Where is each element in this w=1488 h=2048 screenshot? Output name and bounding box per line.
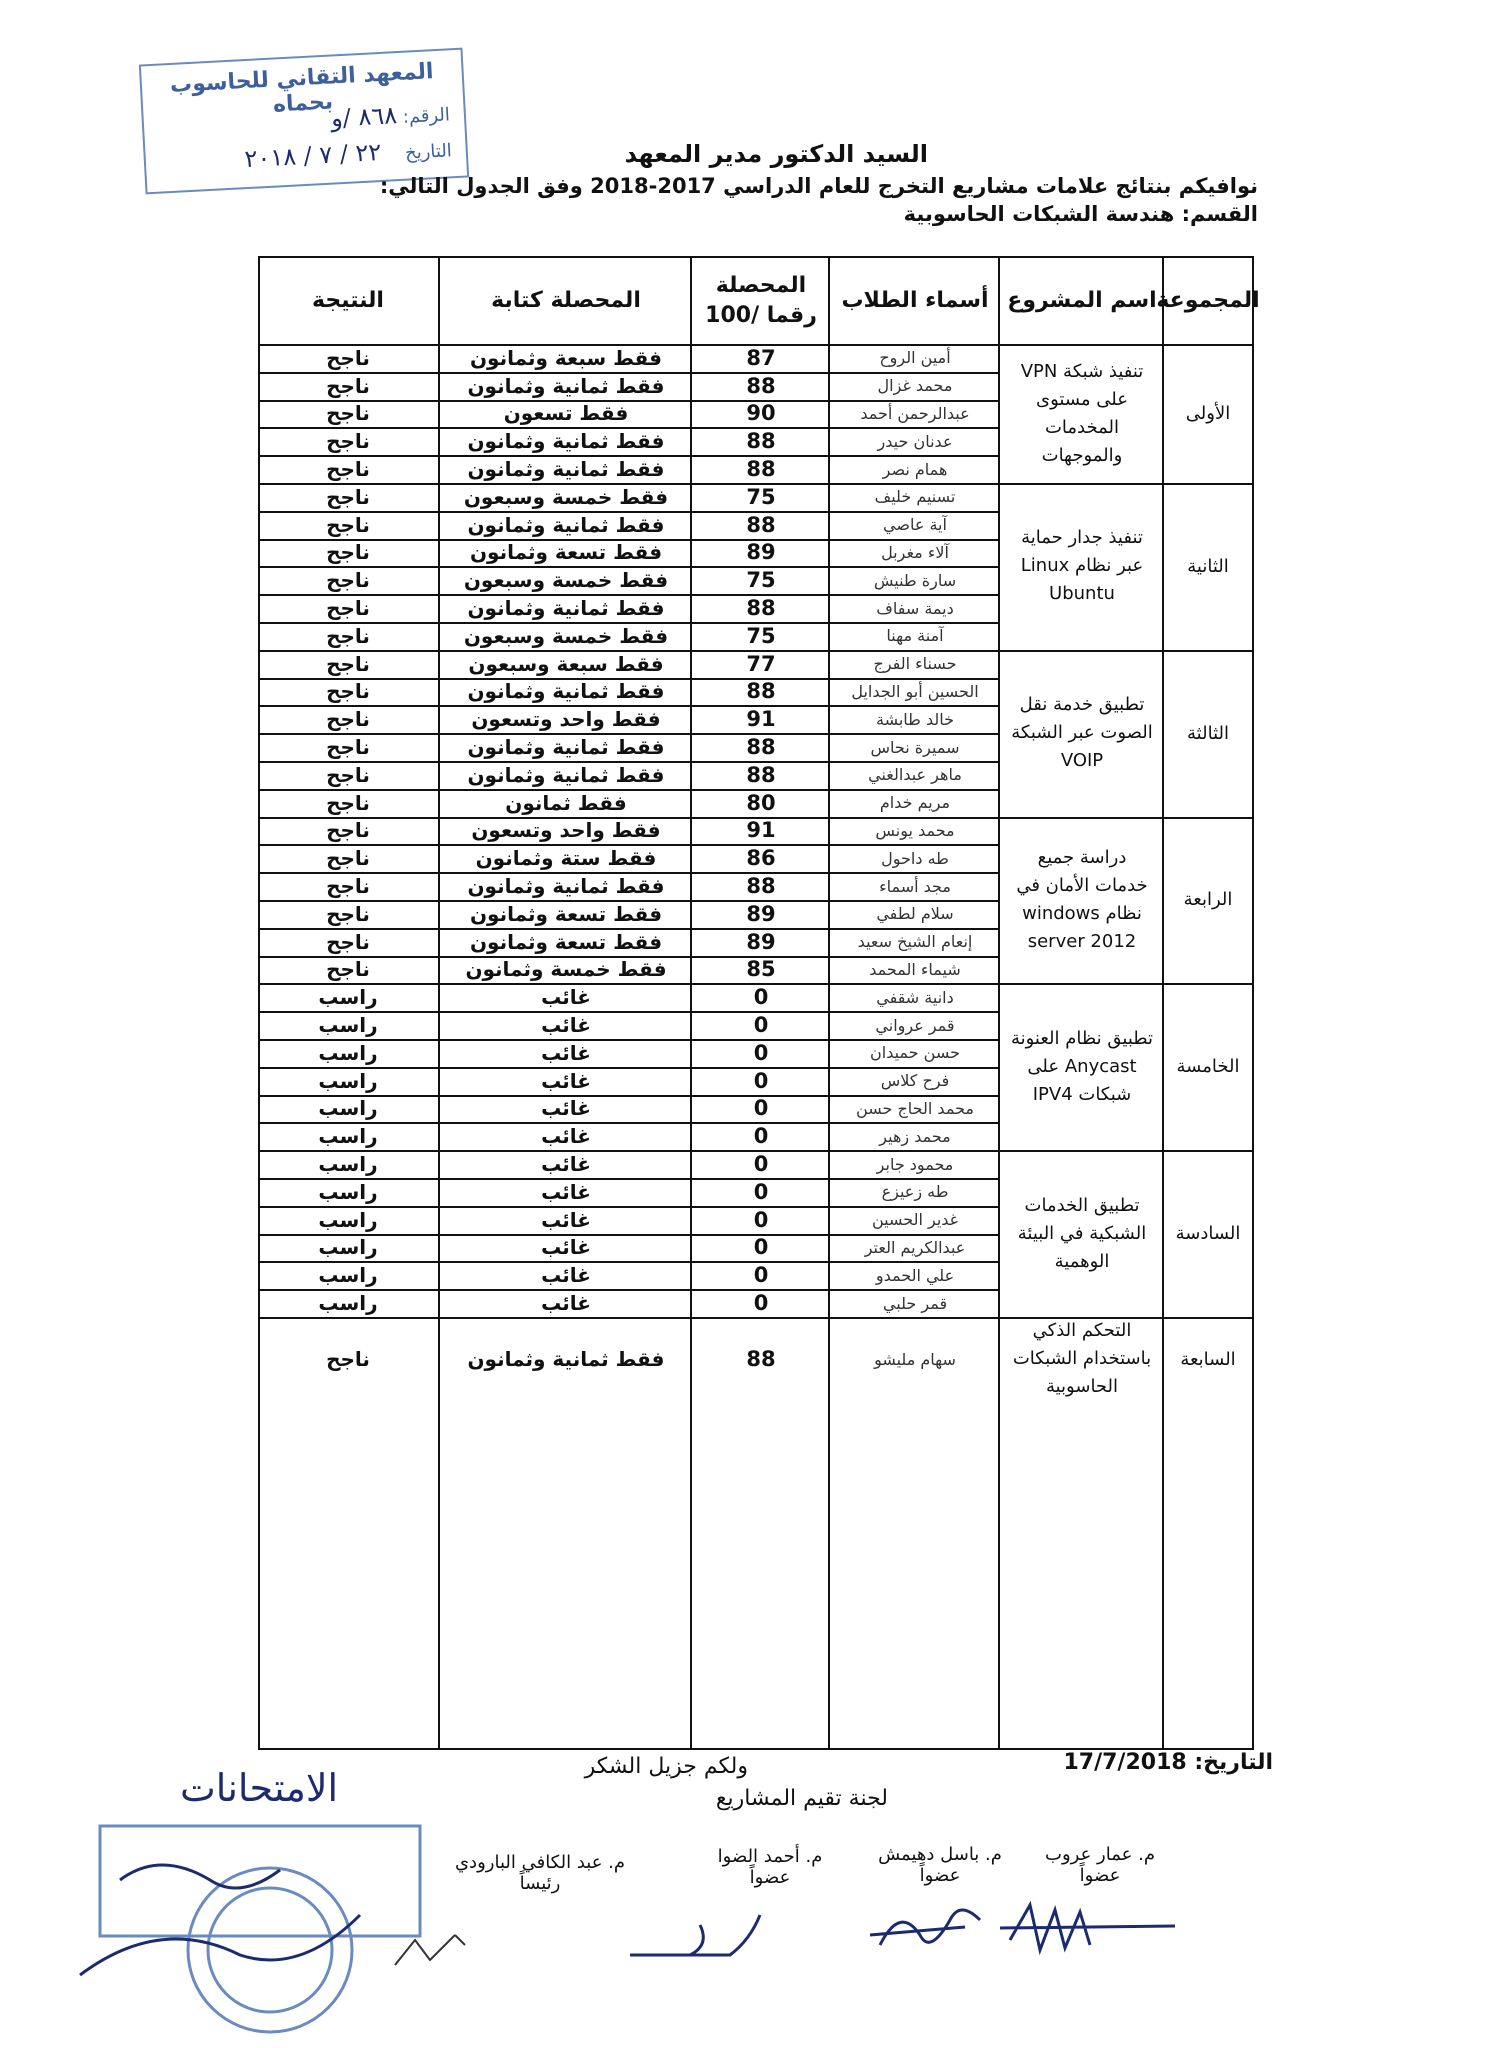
student-name: خالد طابشة xyxy=(875,709,955,729)
grade-text: فقط واحد وتسعون xyxy=(471,707,661,732)
grade-text: غائب xyxy=(541,1013,591,1038)
result: ناجح xyxy=(326,818,370,843)
grade-text: فقط تسعة وثمانون xyxy=(469,901,663,926)
grade-number: 91 xyxy=(746,707,776,732)
result: ناجح xyxy=(326,707,370,732)
grade-number: 88 xyxy=(746,373,776,398)
grade-number: 85 xyxy=(746,957,776,982)
grade-text: فقط تسعة وثمانون xyxy=(469,929,663,954)
member-4: م. عبد الكافي البارودي رئيساً xyxy=(454,1852,626,1894)
student-name: سهام مليشو xyxy=(874,1349,956,1369)
group-name: السادسة xyxy=(1175,1223,1241,1245)
grade-text: فقط ثمانية وثمانون xyxy=(467,679,665,704)
grade-text: فقط واحد وتسعون xyxy=(471,818,661,843)
grade-number: 88 xyxy=(746,512,776,537)
grade-number: 87 xyxy=(746,345,776,370)
committee-title: لجنة تقيم المشاريع xyxy=(715,1786,888,1811)
grade-text: فقط ثمانون xyxy=(505,790,627,815)
grade-text: فقط تسعون xyxy=(503,401,629,426)
signature-2 xyxy=(870,1910,980,1945)
thanks-text: ولكم جزيل الشكر xyxy=(584,1754,748,1779)
result: ناجح xyxy=(326,651,370,676)
grade-text: فقط سبعة وثمانون xyxy=(469,345,663,370)
grade-number: 88 xyxy=(746,596,776,621)
student-name: مجد أسماء xyxy=(879,876,951,896)
result: ناجح xyxy=(326,929,370,954)
student-name: تسنيم خليف xyxy=(874,487,956,507)
student-name: قمر حلبي xyxy=(882,1293,948,1313)
grade-text: فقط ثمانية وثمانون xyxy=(467,596,665,621)
group-name: الأولى xyxy=(1185,403,1231,424)
group-name: الرابعة xyxy=(1183,889,1233,911)
grade-number: 89 xyxy=(746,901,776,926)
column-header: النتيجة xyxy=(312,288,384,313)
grade-text: غائب xyxy=(541,1096,591,1121)
signature-4 xyxy=(395,1935,465,1965)
student-name: محمد يونس xyxy=(875,820,955,840)
student-name: علي الحمدو xyxy=(875,1265,955,1285)
project-name: دراسة جميع خدمات الأمان في نظام windows server 2012 xyxy=(1016,846,1148,952)
grade-number: 80 xyxy=(746,790,776,815)
student-name: شيماء المحمد xyxy=(869,959,961,979)
result: راسب xyxy=(318,1207,378,1232)
student-name: آمنة مهنا xyxy=(886,626,944,646)
student-name: غدير الحسين xyxy=(871,1210,959,1230)
result: راسب xyxy=(318,1179,378,1204)
column-header: المحصلة رقما /100 xyxy=(705,273,817,328)
grade-number: 0 xyxy=(753,1207,769,1232)
project-name: تنفيذ جدار حماية عبر نظام Linux Ubuntu xyxy=(1020,527,1144,605)
result: ناجح xyxy=(326,679,370,704)
grade-text: فقط ثمانية وثمانون xyxy=(467,1347,665,1371)
grade-number: 75 xyxy=(746,623,776,648)
signature-3 xyxy=(630,1915,760,1955)
column-header: المجموعة xyxy=(1156,288,1260,313)
member-1: م. عمار عروب عضواً xyxy=(1045,1844,1155,1886)
result: ناجح xyxy=(326,901,370,926)
column-header: أسماء الطلاب xyxy=(841,288,989,313)
student-name: عدنان حيدر xyxy=(877,431,953,451)
result: ناجح xyxy=(326,429,370,454)
grade-number: 0 xyxy=(753,1179,769,1204)
project-name: تطبيق الخدمات الشبكية في البيئة الوهمية xyxy=(1017,1194,1147,1272)
grade-text: غائب xyxy=(541,1179,591,1204)
result: ناجح xyxy=(326,762,370,787)
grade-number: 75 xyxy=(746,568,776,593)
student-name: إنعام الشيخ سعيد xyxy=(857,932,973,952)
student-name: طه داحول xyxy=(881,848,949,868)
grade-number: 0 xyxy=(753,1096,769,1121)
student-name: مريم خدام xyxy=(879,793,951,813)
grade-number: 91 xyxy=(746,818,776,843)
grade-text: فقط ثمانية وثمانون xyxy=(467,874,665,899)
grade-number: 77 xyxy=(746,651,776,676)
grade-number: 0 xyxy=(753,1291,769,1316)
grade-text: فقط خمسة وثمانون xyxy=(465,957,667,982)
result: ناجح xyxy=(326,484,370,509)
member-2: م. باسل دهيمش عضواً xyxy=(878,1844,1002,1886)
grade-text: غائب xyxy=(541,1291,591,1316)
grade-text: فقط تسعة وثمانون xyxy=(469,540,663,565)
grade-number: 0 xyxy=(753,985,769,1010)
grade-number: 0 xyxy=(753,1263,769,1288)
student-name: الحسين أبو الجدايل xyxy=(851,681,979,701)
grade-number: 0 xyxy=(753,1124,769,1149)
student-name: حسن حميدان xyxy=(870,1043,960,1063)
grade-text: غائب xyxy=(541,1040,591,1065)
column-header: اسم المشروع xyxy=(1007,288,1157,313)
result: ناجح xyxy=(326,790,370,815)
student-name: محمد زهير xyxy=(879,1126,951,1146)
grade-number: 0 xyxy=(753,1235,769,1260)
result: راسب xyxy=(318,1124,378,1149)
grade-number: 89 xyxy=(746,540,776,565)
project-name: تطبيق خدمة نقل الصوت عبر الشبكة VOIP xyxy=(1011,694,1153,772)
grade-number: 88 xyxy=(746,874,776,899)
grade-text: فقط ثمانية وثمانون xyxy=(467,735,665,760)
student-name: قمر عرواني xyxy=(875,1015,955,1035)
student-name: فرح كلاس xyxy=(880,1071,950,1091)
grade-text: فقط ثمانية وثمانون xyxy=(467,762,665,787)
group-name: السابعة xyxy=(1180,1348,1236,1370)
result: راسب xyxy=(318,1291,378,1316)
grade-text: غائب xyxy=(541,1235,591,1260)
result: ناجح xyxy=(326,512,370,537)
grade-text: غائب xyxy=(541,1124,591,1149)
stamp-number: الرقم: ٨٦٨ /و xyxy=(330,101,451,133)
grade-number: 88 xyxy=(746,679,776,704)
result: راسب xyxy=(318,1096,378,1121)
result: راسب xyxy=(318,1235,378,1260)
grade-number: 88 xyxy=(746,429,776,454)
grade-number: 75 xyxy=(746,484,776,509)
grade-text: فقط ستة وثمانون xyxy=(475,846,657,871)
student-name: همام نصر xyxy=(882,459,948,479)
student-name: ديمة سفاف xyxy=(876,598,954,618)
student-name: سلام لطفي xyxy=(876,904,954,924)
student-name: دانية شقفي xyxy=(876,987,954,1007)
addressee: السيد الدكتور مدير المعهد xyxy=(624,140,928,168)
grade-number: 0 xyxy=(753,1040,769,1065)
grade-text: فقط ثمانية وثمانون xyxy=(467,429,665,454)
project-name: تطبيق نظام العنونة Anycast على شبكات IPV4 xyxy=(1010,1027,1154,1105)
project-name: تنفيذ شبكة VPN على مستوى المخدمات والموجهات xyxy=(1020,360,1144,466)
grade-number: 86 xyxy=(746,846,776,871)
grade-number: 90 xyxy=(746,401,776,426)
seal-signature xyxy=(80,1865,360,1975)
handwritten-exams: الامتحانات xyxy=(180,1766,339,1810)
project-name: التحكم الذكي باستخدام الشبكات الحاسوبية xyxy=(1012,1320,1152,1397)
grade-text: غائب xyxy=(541,1263,591,1288)
student-name: عبدالرحمن أحمد xyxy=(860,403,970,423)
stamp-date: التاريخ ٢٢ / ٧ / ٢٠١٨ xyxy=(243,138,453,174)
group-name: الثالثة xyxy=(1187,722,1229,744)
grade-text: غائب xyxy=(541,1152,591,1177)
student-name: آية عاصي xyxy=(883,515,947,535)
intro-text: نوافيكم بنتائج علامات مشاريع التخرج للعام الدراسي 2017-2018 وفق الجدول التالي: xyxy=(379,174,1258,198)
student-name: محمد غزال xyxy=(877,376,953,396)
signature-1 xyxy=(1000,1905,1175,1950)
grade-text: فقط خمسة وسبعون xyxy=(463,623,669,648)
result: راسب xyxy=(318,985,378,1010)
grade-text: فقط ثمانية وثمانون xyxy=(467,373,665,398)
result: راسب xyxy=(318,1152,378,1177)
student-name: محمد الحاج حسن xyxy=(856,1098,974,1118)
grade-text: غائب xyxy=(541,1068,591,1093)
grade-text: غائب xyxy=(541,985,591,1010)
stamp-institute: المعهد التقاني للحاسوب بحماه xyxy=(169,59,435,118)
grade-text: فقط خمسة وسبعون xyxy=(463,568,669,593)
student-name: سارة طنيش xyxy=(873,570,957,590)
member-3: م. أحمد الضوا عضواً xyxy=(717,1846,823,1888)
group-name: الخامسة xyxy=(1176,1056,1240,1078)
grade-text: فقط ثمانية وثمانون xyxy=(467,512,665,537)
grade-number: 0 xyxy=(753,1068,769,1093)
student-name: أمين الروح xyxy=(879,348,951,368)
grade-number: 88 xyxy=(746,762,776,787)
grade-number: 0 xyxy=(753,1152,769,1177)
grade-text: غائب xyxy=(541,1207,591,1232)
grade-number: 89 xyxy=(746,929,776,954)
grade-text: فقط سبعة وسبعون xyxy=(468,651,664,676)
result: ناجح xyxy=(326,957,370,982)
result: ناجح xyxy=(326,568,370,593)
result: ناجح xyxy=(326,540,370,565)
student-name: آلاء مغربل xyxy=(881,542,949,562)
grade-number: 0 xyxy=(753,1013,769,1038)
grade-text: فقط ثمانية وثمانون xyxy=(467,457,665,482)
group-name: الثانية xyxy=(1187,555,1229,577)
result: ناجح xyxy=(326,401,370,426)
footer-date: التاريخ: 17/7/2018 xyxy=(1063,1750,1273,1775)
result: راسب xyxy=(318,1040,378,1065)
result: ناجح xyxy=(326,735,370,760)
student-name: سميرة نحاس xyxy=(870,737,960,757)
result: ناجح xyxy=(326,596,370,621)
result: ناجح xyxy=(326,373,370,398)
grade-number: 88 xyxy=(746,457,776,482)
round-seal xyxy=(100,1826,420,2032)
result: راسب xyxy=(318,1013,378,1038)
result: ناجح xyxy=(326,874,370,899)
grade-number: 88 xyxy=(746,735,776,760)
result: ناجح xyxy=(326,623,370,648)
result: ناجح xyxy=(326,1347,370,1371)
department: القسم: هندسة الشبكات الحاسوبية xyxy=(903,202,1258,226)
student-name: محمود جابر xyxy=(876,1154,954,1174)
grade-text: فقط خمسة وسبعون xyxy=(463,484,669,509)
result: راسب xyxy=(318,1068,378,1093)
result: راسب xyxy=(318,1263,378,1288)
student-name: طه زعيزع xyxy=(881,1182,949,1202)
student-name: حسناء الفرج xyxy=(873,654,957,674)
student-name: عبدالكريم العتر xyxy=(864,1237,966,1257)
result: ناجح xyxy=(326,846,370,871)
column-header: المحصلة كتابة xyxy=(491,288,641,313)
result: ناجح xyxy=(326,345,370,370)
result: ناجح xyxy=(326,457,370,482)
grade-number: 88 xyxy=(746,1347,776,1371)
student-name: ماهر عبدالغني xyxy=(868,765,962,785)
